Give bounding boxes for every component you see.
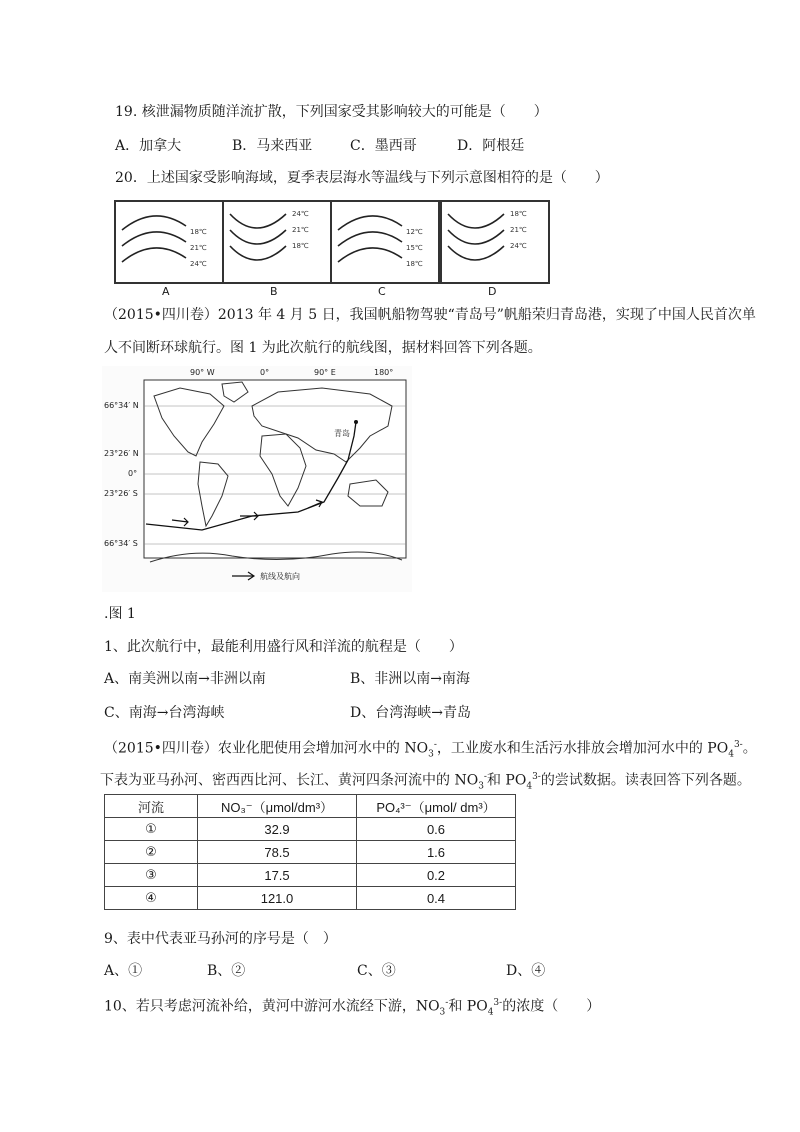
q1-option-b: B、非洲以南→南海 bbox=[350, 671, 471, 687]
table-cell: 1.6 bbox=[357, 841, 516, 864]
isotherm-label: 18℃ bbox=[406, 260, 423, 268]
table-row bbox=[105, 887, 516, 910]
lat-label: 23°26′ N bbox=[104, 449, 139, 458]
q19-option-b: B．马来西亚 bbox=[232, 138, 313, 154]
isotherm-diagram-a bbox=[114, 200, 224, 284]
lon-label: 0° bbox=[260, 368, 270, 377]
passage1-line1: （2015•四川卷）2013 年 4 月 5 日，我国帆船物驾驶“青岛号”帆船荣归青岛港，实现了中国人民首次单 bbox=[104, 307, 756, 323]
q9-option-b: B、② bbox=[207, 963, 246, 979]
isotherm-lines-c bbox=[332, 202, 438, 282]
isotherm-diagram-c bbox=[330, 200, 440, 284]
isotherm-diagram-d bbox=[440, 200, 550, 284]
map-legend-label: 航线及航向 bbox=[260, 572, 300, 581]
isotherm-label: 18℃ bbox=[292, 242, 309, 250]
table-cell: 0.4 bbox=[357, 887, 516, 910]
q20-stem: 20．上述国家受影响海域，夏季表层海水等温线与下列示意图相符的是（ ） bbox=[115, 170, 609, 186]
table-cell: 78.5 bbox=[198, 841, 357, 864]
table-header-cell: PO₄³⁻（μmol/ dm³） bbox=[357, 795, 516, 818]
table-cell: 0.2 bbox=[357, 864, 516, 887]
table-cell: ② bbox=[105, 841, 198, 864]
lat-label: 66°34′ S bbox=[104, 539, 138, 548]
diagram-letter-d: D bbox=[488, 285, 497, 298]
lon-label: 180° bbox=[374, 368, 394, 377]
isotherm-label: 21℃ bbox=[510, 226, 527, 234]
diagram-letter-a: A bbox=[162, 285, 170, 298]
lat-label: 66°34′ N bbox=[104, 401, 139, 410]
lat-label: 0° bbox=[128, 469, 138, 478]
table-cell: 121.0 bbox=[198, 887, 357, 910]
diagram-letter-b: B bbox=[270, 285, 278, 298]
map-graphic bbox=[102, 366, 412, 592]
isotherm-label: 24℃ bbox=[292, 210, 309, 218]
river-data-table bbox=[104, 794, 516, 910]
table-row bbox=[105, 818, 516, 841]
isotherm-label: 21℃ bbox=[292, 226, 309, 234]
q19-stem: 19. 核泄漏物质随洋流扩散，下列国家受其影响较大的可能是（ ） bbox=[115, 104, 548, 120]
passage1-line2: 人不间断环球航行。图 1 为此次航行的航线图，据材料回答下列各题。 bbox=[104, 340, 542, 356]
q19-option-d: D．阿根廷 bbox=[457, 138, 525, 154]
table-cell: 32.9 bbox=[198, 818, 357, 841]
isotherm-lines-b bbox=[224, 202, 330, 282]
table-header-row bbox=[105, 795, 516, 818]
isotherm-lines-d bbox=[442, 202, 548, 282]
table-row bbox=[105, 864, 516, 887]
q10-stem: 10、若只考虑河流补给，黄河中游河水流经下游，$NO_3^-$和 $PO_4^{3-}$的浓度（ ） bbox=[104, 998, 601, 1018]
table-header-cell: NO₃⁻（μmol/dm³） bbox=[198, 795, 357, 818]
q1-stem: 1、此次航行中，最能利用盛行风和洋流的航程是（ ） bbox=[104, 639, 463, 655]
isotherm-label: 24℃ bbox=[510, 242, 527, 250]
isotherm-label: 18℃ bbox=[190, 228, 207, 236]
city-label-qingdao: 青岛 bbox=[334, 429, 350, 438]
q9-option-c: C、③ bbox=[357, 963, 396, 979]
isotherm-lines-a bbox=[116, 202, 222, 282]
q9-option-a: A、① bbox=[104, 963, 143, 979]
q9-stem: 9、表中代表亚马孙河的序号是（ ） bbox=[104, 931, 337, 947]
table-row bbox=[105, 841, 516, 864]
q19-option-a: A．加拿大 bbox=[115, 138, 182, 154]
isotherm-label: 12℃ bbox=[406, 228, 423, 236]
isotherm-label: 21℃ bbox=[190, 244, 207, 252]
q1-option-c: C、南海→台湾海峡 bbox=[104, 705, 225, 721]
isotherm-label: 24℃ bbox=[190, 260, 207, 268]
lon-label: 90° W bbox=[190, 368, 215, 377]
isotherm-diagram-b bbox=[222, 200, 332, 284]
diagram-letter-c: C bbox=[378, 285, 386, 298]
q9-option-d: D、④ bbox=[506, 963, 546, 979]
table-cell: ③ bbox=[105, 864, 198, 887]
table-cell: ① bbox=[105, 818, 198, 841]
table-header-cell: 河流 bbox=[105, 795, 198, 818]
table-cell: 0.6 bbox=[357, 818, 516, 841]
table-cell: ④ bbox=[105, 887, 198, 910]
passage2-line2: 下表为亚马孙河、密西西比河、长江、黄河四条河流中的 $NO_3^-$和 $PO_4^{3-}$的尝试数据。读表回答下列各题。 bbox=[100, 772, 751, 792]
q1-option-d: D、台湾海峡→青岛 bbox=[350, 705, 471, 721]
passage2-line1: （2015•四川卷）农业化肥使用会增加河水中的 $NO_3^-$，工业废水和生活污水排放会增加河水中的 $PO_4^{3-}$。 bbox=[104, 740, 757, 760]
isotherm-label: 15℃ bbox=[406, 244, 423, 252]
world-route-map bbox=[102, 366, 412, 592]
isotherm-label: 18℃ bbox=[510, 210, 527, 218]
figure-caption: .图 1 bbox=[104, 606, 136, 622]
q19-option-c: C．墨西哥 bbox=[350, 138, 417, 154]
lon-label: 90° E bbox=[314, 368, 336, 377]
q1-option-a: A、南美洲以南→非洲以南 bbox=[104, 671, 266, 687]
table-cell: 17.5 bbox=[198, 864, 357, 887]
lat-label: 23°26′ S bbox=[104, 489, 138, 498]
